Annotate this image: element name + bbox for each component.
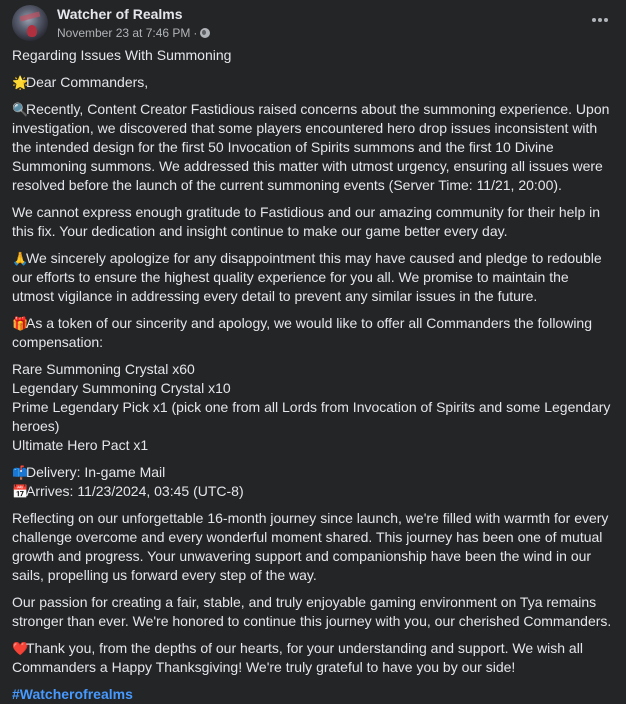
post-body [0, 46, 626, 704]
paragraph-7 [12, 639, 614, 677]
hashtag-link[interactable]: #Watcherofrealms [12, 686, 133, 702]
post-timestamp[interactable]: November 23 at 7:46 PM [57, 26, 191, 40]
paragraph-4-text: As a token of our sincerity and apology, we would like to offer all Commanders the following compensation: [12, 315, 593, 350]
hashtag-line [12, 685, 614, 704]
post-header [0, 0, 626, 46]
avatar-art-mouth [27, 25, 37, 37]
paragraph-6: Our passion for creating a fair, stable, and truly enjoyable gaming environment on Tya remains stronger than ever. We're honored to continue this journey with you, our cherished Commanders. [12, 594, 612, 629]
mailbox-icon: 📫 [12, 465, 29, 480]
arrives-text: Arrives: 11/23/2024, 03:45 (UTC-8) [26, 483, 244, 499]
more-options-button[interactable] [592, 18, 608, 22]
star-icon: 🌟 [12, 75, 29, 90]
paragraph-1-text: Recently, Content Creator Fastidious raised concerns about the summoning experience. Upon investigation, we discovered that some players encountered hero drop issues inconsistent with the intended design for the first 50 Invocation of Spirits summons and the first 10 Divine Summoning summons. We addressed this matter with utmost urgency, ensuring all issues were resolved before the launch of the current summoning events (Server Time: 11/21, 20:00). [12, 101, 610, 193]
post-meta [57, 26, 210, 40]
paragraph-7-text: Thank you, from the depths of our hearts, for your understanding and support. We wish all Commanders a Happy Thanksgiving! We're truly grateful to have you by our side! [12, 640, 583, 675]
paragraph-2: We cannot express enough gratitude to Fastidious and our amazing community for their help in this fix. Your dedication and insight continue to make our game better every day. [12, 204, 601, 239]
paragraph-4 [12, 314, 614, 352]
author-name[interactable]: Watcher of Realms [57, 6, 183, 22]
more-options-icon-dot [604, 18, 608, 22]
more-options-icon [592, 18, 596, 22]
reward-item: Legendary Summoning Crystal x10 [12, 380, 231, 396]
reward-item: Rare Summoning Crystal x60 [12, 361, 195, 377]
rewards-list [12, 360, 614, 455]
pray-icon: 🙏 [12, 251, 29, 266]
paragraph-5: Reflecting on our unforgettable 16-month journey since launch, we're filled with warmth for every challenge overcome and every wonderful moment shared. This journey has been one of mutual growth and progress. Your unwavering support and companionship have been the wind in our sails, propelling us forward every step of the way. [12, 510, 609, 583]
post-title: Regarding Issues With Summoning [12, 47, 232, 63]
greeting-text: Dear Commanders, [26, 74, 149, 90]
magnifier-icon: 🔍 [12, 102, 29, 117]
paragraph-1 [12, 100, 614, 195]
avatar[interactable] [12, 5, 48, 41]
separator: · [193, 26, 198, 40]
more-options-icon-dot [598, 18, 602, 22]
globe-icon [200, 28, 210, 38]
reward-item: Ultimate Hero Pact x1 [12, 437, 149, 453]
delivery-info [12, 463, 614, 501]
paragraph-3-text: We sincerely apologize for any disappointment this may have caused and pledge to redouble our efforts to ensure the highest quality experience for you all. We promise to maintain the utmost vigilance in addressing every detail to prevent any similar issues in the future. [12, 250, 602, 304]
calendar-icon: 📅 [12, 484, 29, 499]
paragraph-3 [12, 249, 614, 306]
reward-item: Prime Legendary Pick x1 (pick one from all Lords from Invocation of Spirits and some Legendary heroes) [12, 399, 611, 434]
avatar-art [20, 11, 41, 21]
delivery-text: Delivery: In-game Mail [26, 464, 166, 480]
heart-icon: ❤️ [12, 641, 29, 656]
greeting [12, 73, 614, 92]
gift-icon: 🎁 [12, 316, 29, 331]
